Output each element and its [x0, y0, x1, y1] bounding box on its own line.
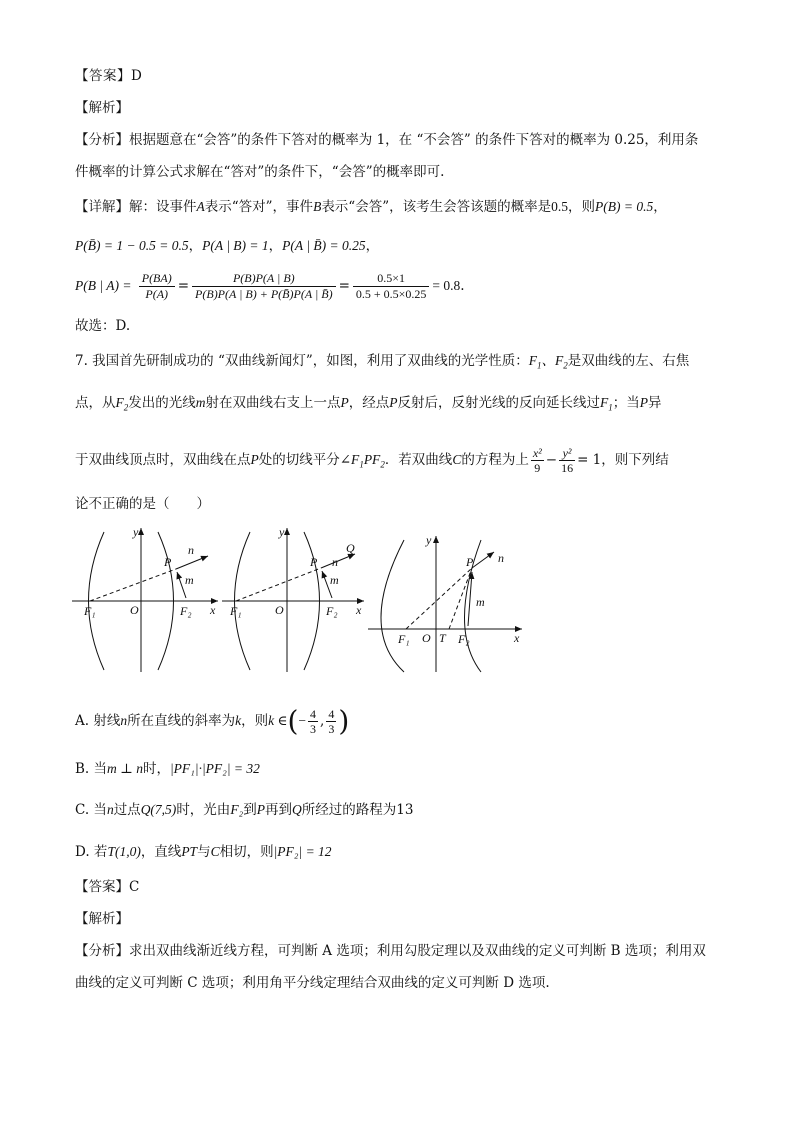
- q7-line-1: [75, 351, 689, 376]
- event-b-desc: 表示“会答”，该考生会答该题的概率是: [321, 199, 552, 215]
- q7-text-2g: 异: [648, 395, 662, 411]
- event-b: B: [313, 199, 322, 214]
- q7-text-3c: ．若双曲线: [384, 452, 453, 468]
- formula-frac-3: [353, 271, 430, 302]
- label-n: n: [498, 551, 504, 565]
- option-d-tail: ，直线: [140, 844, 182, 860]
- formula-frac-2: [192, 271, 336, 302]
- pb-equation: P(B) = 0.5: [595, 199, 654, 214]
- fenxi-line-4: [75, 973, 550, 993]
- frac1-num: P(BA): [139, 271, 175, 287]
- option-d-pt: PT: [181, 844, 198, 859]
- q7-text-1-tail: 是双曲线的左、右焦: [567, 353, 690, 369]
- q7-text-1: 7. 我国首先研制成功的 “双曲线新闻灯”，如图，利用了双曲线的光学性质：: [75, 353, 529, 369]
- option-c: [75, 800, 413, 820]
- p-symbol: P: [250, 452, 259, 467]
- q7-text-2d: ，经点: [348, 395, 390, 411]
- event-a: A: [196, 199, 205, 214]
- q7-text-2e: 反射后，反射光线的反向延长线过: [397, 395, 600, 411]
- frac-neg-4-3: $\frac{4}{3}$: [310, 707, 317, 736]
- option-a-var: n: [120, 713, 128, 728]
- p-symbol: P: [639, 395, 648, 410]
- q7-line-4: [75, 494, 210, 514]
- f1-symbol: $F_1$: [600, 395, 613, 413]
- guxuan-text: 故选：D.: [75, 318, 131, 334]
- fenxi-line-2: [75, 162, 444, 182]
- formula-lhs: P(B | A) =: [75, 278, 132, 293]
- option-d: [75, 842, 332, 862]
- q7-line-2: [75, 393, 662, 418]
- left-branch: [381, 540, 404, 672]
- dashed-line: [236, 568, 321, 601]
- option-a-cond: k ∈: [268, 713, 288, 728]
- q7-text-3a: 于双曲线顶点时，双曲线在点: [75, 452, 251, 468]
- option-d-expr: |PF₂| = 12: [273, 844, 332, 859]
- label-o: O: [130, 603, 139, 617]
- f1-f2-symbols: $F_1$、$F_2$: [528, 353, 568, 371]
- frac2-num: P(B)P(A | B): [192, 271, 336, 287]
- label-f2: F₂: [458, 632, 470, 646]
- label-y: y: [279, 525, 285, 539]
- option-b-expr: |PF₁|·|PF₂| = 32: [169, 761, 260, 776]
- frac3-den: 0.5 + 0.5×0.25: [355, 287, 427, 301]
- then-text: ，则: [568, 199, 595, 215]
- c-symbol: C: [452, 452, 462, 467]
- label-y: y: [133, 525, 139, 539]
- jiexi-label: 【解析】: [75, 100, 129, 116]
- label-x: x: [514, 631, 520, 645]
- answer-line: [75, 66, 142, 86]
- option-a-tail: ，则: [241, 713, 269, 729]
- option-a-text: 所在直线的斜率为: [127, 713, 236, 729]
- event-a-desc: 表示“答对”，事件: [204, 199, 314, 215]
- fenxi-text-3: 求出双曲线渐近线方程，可判断 A 选项；利用勾股定理以及双曲线的定义可判断 B 选项；利用双: [129, 943, 706, 959]
- answer-label-2: 【答案】: [75, 879, 129, 895]
- ray-n: [321, 554, 355, 568]
- option-a: A. 射线n所在直线的斜率为k，则k ∈(− $\frac{4}{3}$ , $\frac{4}{3}$ ): [75, 704, 350, 738]
- p-a-given-b-eq: P(A | B) = 1: [202, 238, 269, 253]
- eq-x-num: x²: [532, 446, 542, 460]
- option-d-with: 与: [197, 844, 211, 860]
- q7-text-3d: 的方程为上: [461, 452, 529, 468]
- q7-line-3: 于双曲线顶点时，双曲线在点P处的切线平分$\angle F_1PF_2$．若双曲线C的方程为上 $\frac{\text{x²}}{9}$ − $\frac{\text{y²}}{16}$ = 1，则下列结: [75, 446, 669, 475]
- right-paren: ): [338, 704, 350, 738]
- option-c-var: n: [106, 802, 114, 817]
- xiangjie-label: 【详解】: [75, 199, 129, 215]
- guxuan-line: [75, 316, 130, 336]
- jiexi-heading-2: [75, 909, 129, 929]
- p-bbar-eq: P(B̄) = 1 − 0.5 = 0.5: [75, 238, 189, 253]
- prob-values-line: P(B̄) = 1 − 0.5 = 0.5，P(A | B) = 1，P(A | B̄) = 0.25，: [75, 238, 380, 254]
- option-c-label: C. 当: [75, 802, 107, 818]
- label-p: P: [164, 555, 172, 569]
- label-o: O: [422, 631, 431, 645]
- option-c-q: Q: [292, 802, 302, 817]
- q7-text-2b: 发出的光线: [128, 395, 196, 411]
- answer-value: D: [131, 68, 142, 84]
- prob-b-value: 0.5: [551, 199, 568, 214]
- eq-y-frac: [559, 446, 575, 475]
- fenxi-text-4: 曲线的定义可判断 C 选项；利用角平分线定理结合双曲线的定义可判断 D 选项.: [75, 975, 550, 991]
- p-symbol: P: [340, 395, 349, 410]
- answer-value-2: C: [129, 879, 140, 895]
- option-d-point: T(1,0): [107, 844, 141, 859]
- figure-2: [222, 525, 364, 672]
- dashed-line: [406, 568, 472, 629]
- label-m: m: [476, 595, 485, 609]
- xiangjie-text: 解：设事件: [129, 199, 197, 215]
- label-p: P: [310, 555, 318, 569]
- label-p: P: [466, 555, 474, 569]
- p-a-given-bbar-eq: P(A | B̄) = 0.25: [282, 238, 366, 253]
- label-m: m: [185, 573, 194, 587]
- xiangjie-line: 【详解】解：设事件A表示“答对”，事件B表示“会答”，该考生会答该题的概率是0.5，则P(B) = 0.5，: [75, 199, 667, 215]
- option-c-text: 过点: [113, 802, 141, 818]
- f2-symbol: $F_2$: [115, 395, 129, 413]
- option-a-label: A. 射线: [75, 713, 121, 729]
- q7-text-3e: = 1，则下列结: [577, 452, 669, 468]
- option-d-label: D. 若: [75, 844, 108, 860]
- option-d-c: C: [210, 844, 220, 859]
- fenxi-label-2: 【分析】: [75, 943, 129, 959]
- fenxi-line-3: [75, 941, 706, 961]
- fenxi-line-1: [75, 130, 698, 150]
- frac-4-3: $\frac{4}{3}$: [328, 707, 335, 736]
- figure-1: [72, 525, 218, 672]
- frac3-num: 0.5×1: [353, 271, 430, 287]
- jiexi-heading: [75, 98, 129, 118]
- q7-text-2a: 点，从: [75, 395, 116, 411]
- label-n: n: [332, 555, 338, 569]
- eq-x-den: 9: [534, 461, 541, 475]
- label-q: Q: [346, 541, 355, 555]
- ray-n: [176, 556, 208, 569]
- option-c-point: Q(7,5): [140, 802, 177, 817]
- option-b-tail: 时，: [142, 761, 170, 777]
- angle-f1pf2: $\angle F_1PF_2$: [339, 452, 385, 470]
- fenxi-text-1: 根据题意在“会答”的条件下答对的概率为 1，在 “不会答” 的条件下答对的概率为 0.25，利用条: [129, 132, 699, 148]
- option-a-k: k: [235, 713, 242, 728]
- label-n: n: [188, 543, 194, 557]
- label-x: x: [356, 603, 362, 617]
- ray-n: [472, 552, 494, 568]
- left-paren: (: [287, 704, 299, 738]
- option-b: [75, 759, 260, 779]
- figure-3: [368, 533, 522, 672]
- q7-text-2c: 射在双曲线右支上一点: [205, 395, 341, 411]
- m-symbol: m: [195, 395, 206, 410]
- q7-text-2f: ；当: [612, 395, 640, 411]
- eq-y-den: 16: [561, 461, 574, 475]
- answer-line-2: [75, 877, 139, 897]
- label-x: x: [210, 603, 216, 617]
- option-c-tail: 时，光由: [176, 802, 231, 818]
- frac1-den: P(A): [145, 287, 169, 301]
- option-c-p: P: [256, 802, 266, 817]
- formula-frac-1: [139, 271, 175, 302]
- jiexi-label-2: 【解析】: [75, 911, 129, 927]
- label-y: y: [426, 533, 432, 547]
- label-o: O: [275, 603, 284, 617]
- option-c-end: 所经过的路程为13: [301, 802, 414, 818]
- option-c-to: 到: [243, 802, 257, 818]
- label-t: T: [439, 631, 446, 645]
- option-c-again: 再到: [265, 802, 293, 818]
- answer-label: 【答案】: [75, 68, 131, 84]
- label-f1: F₁: [398, 632, 410, 646]
- bayes-formula: P(B | A) = $\frac{P(BA)}{P(A)}$ = $\frac{P(B)P(A | B)}{P(B)P(A | B) + P(B̄)P(A | B̄)}$ = $\frac{0.5\times 1}{0.5 + 0.5\times 0.25}$ = 0.8.: [75, 271, 465, 301]
- frac2-den: P(B)P(A | B) + P(B̄)P(A | B̄): [195, 287, 333, 301]
- p-symbol: P: [389, 395, 398, 410]
- eq-x-frac: [531, 446, 544, 475]
- option-b-cond: m ⊥ n: [107, 761, 143, 776]
- formula-result: = 0.8: [432, 278, 461, 293]
- label-m: m: [330, 573, 339, 587]
- label-f2: F₂: [326, 604, 338, 618]
- option-b-label: B. 当: [75, 761, 108, 777]
- dashed-line: [90, 569, 176, 601]
- label-f2: F₂: [180, 604, 192, 618]
- q7-text-4: 论不正确的是（ ）: [75, 496, 210, 512]
- fenxi-label: 【分析】: [75, 132, 129, 148]
- option-d-tangent: 相切，则: [219, 844, 274, 860]
- label-f1: F₁: [84, 604, 96, 618]
- fenxi-text-2: 件概率的计算公式求解在“答对”的条件下，“会答”的概率即可.: [75, 164, 445, 180]
- option-c-f2: F₂: [230, 802, 244, 817]
- q7-text-3b: 处的切线平分: [258, 452, 340, 468]
- eq-y-num: y²: [559, 446, 575, 461]
- label-f1: F₁: [230, 604, 242, 618]
- hyperbola-figures: [68, 522, 528, 678]
